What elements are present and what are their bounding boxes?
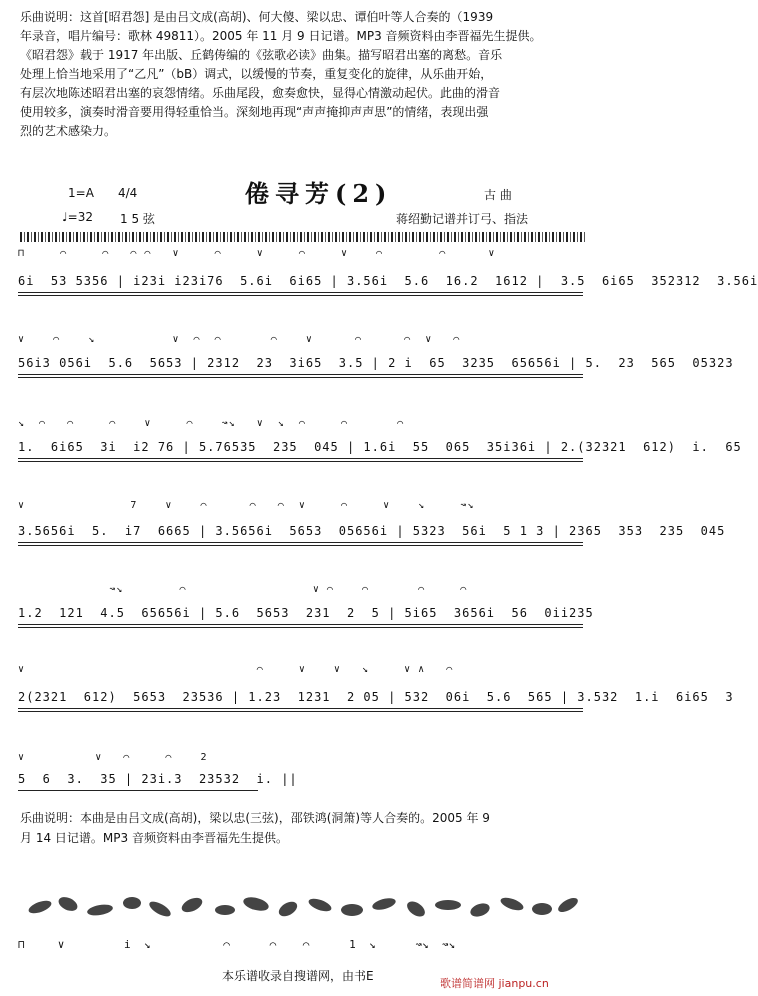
intro-line: 《昭君怨》载于 1917 年出版、丘鹤俦编的《弦歌必读》曲集。描写昭君出塞的离愁。音乐	[20, 48, 503, 62]
bowing-marks: ∨ ⌒ ∨ ∨ ↘ ∨ ∧ ⌒	[18, 664, 454, 675]
score-row-2: 56i3 056i 5.6 5653 | 2312 23 3i65 3.5 | 2 i 65 3235 65656i | 5. 23 565 05323	[18, 356, 734, 370]
score-row-6: 2(2321 612) 5653 23536 | 1.23 1231 2 05 | 532 06i 5.6 565 | 3.532 1.i 6i65 3	[18, 690, 734, 704]
intro-line: 使用较多，演奏时滑音要用得轻重恰当。深刻地再现“声声掩抑声声思”的情绪，表现出强	[20, 105, 489, 119]
genre-label: 古 曲	[484, 188, 512, 202]
footer-source-note: 本乐谱收录自搜谱网，由书E	[222, 969, 374, 983]
bowing-marks: ∨ ⌒ ↘ ∨ ⌒ ⌒ ⌒ ∨ ⌒ ⌒ ∨ ⌒	[18, 334, 461, 345]
score-title: 倦寻芳(2)	[245, 179, 393, 208]
leaf-border-decoration	[20, 890, 586, 924]
key-signature: 1=A	[68, 186, 94, 200]
bowing-marks: ⊓ ⌒ ⌒ ⌒ ⌒ ∨ ⌒ ∨ ⌒ ∨ ⌒ ⌒ ∨	[18, 248, 496, 259]
score-row-1: 6i 53 5356 | i23i i23i76 5.6i 6i65 | 3.56i 5.6 16.2 1612 | 3.5 6i65 352312 3.56i	[18, 274, 758, 288]
underline	[18, 790, 258, 792]
underline	[18, 711, 583, 713]
outro-line: 乐曲说明：本曲是由吕文成(高胡)，梁以忠(三弦)，邵铁鸿(洞箫)等人合奏的。2005 年 9	[20, 811, 490, 825]
underline	[18, 295, 583, 297]
underline	[18, 458, 583, 460]
score-row-3: 1. 6i65 3i i2 76 | 5.76535 235 045 | 1.6i 55 065 35i36i | 2.(32321 612) i. 65	[18, 440, 742, 454]
underline	[18, 292, 583, 294]
bowing-marks: ⊓ ∨ i ↘ ⌒ ⌒ ⌒ 1 ↘ ↝↘ ↝↘	[18, 938, 456, 951]
underline	[18, 624, 583, 626]
intro-line: 年录音，唱片编号：歌林 49811）。2005 年 11 月 9 日记谱。MP3 音频资料由李晋福先生提供。	[20, 29, 542, 43]
underline	[18, 374, 583, 376]
intro-description	[20, 8, 586, 141]
underline	[18, 545, 583, 547]
intro-line: 有层次地陈述昭君出塞的哀怨情绪。乐曲尾段，愈奏愈快，显得心情激动起伏。此曲的滑音	[20, 86, 501, 100]
string-tuning: 1 5 弦	[120, 212, 155, 226]
tempo-marking: ♩=32	[62, 210, 93, 224]
bowing-marks: ∨ 7 ∨ ⌒ ⌒ ⌒ ∨ ⌒ ∨ ↘ ↝↘	[18, 500, 475, 511]
time-signature: 4/4	[118, 186, 138, 200]
score-row-4: 3.5656i 5. i7 6665 | 3.5656i 5653 05656i | 5323 56i 5 1 3 | 2365 353 235 045	[18, 524, 726, 538]
intro-line: 烈的艺术感染力。	[20, 124, 117, 138]
bowing-marks: ↘ ⌒ ⌒ ⌒ ∨ ⌒ ↝↘ ∨ ↘ ⌒ ⌒ ⌒	[18, 418, 405, 429]
outro-line: 月 14 日记谱。MP3 音频资料由李晋福先生提供。	[20, 831, 288, 845]
outro-description	[20, 808, 586, 848]
transcriber-credit: 蒋绍勤记谱并订弓、指法	[396, 212, 529, 226]
bowing-marks: ∨ ∨ ⌒ ⌒ 2	[18, 752, 208, 763]
score-row-5: 1.2 121 4.5 65656i | 5.6 5653 231 2 5 | 5i65 3656i 56 0ii235	[18, 606, 594, 620]
site-watermark: 歌谱简谱网 jianpu.cn	[440, 977, 549, 990]
underline	[18, 627, 583, 629]
intro-line: 乐曲说明：这首[昭君怨] 是由吕文成(高胡)、何大傻、梁以忠、谭伯叶等人合奏的（1939	[20, 10, 494, 24]
underline	[18, 461, 583, 463]
score-row-7: 5 6 3. 35 | 23i.3 23532 i. ||	[18, 772, 298, 786]
underline	[18, 377, 583, 379]
underline	[18, 542, 583, 544]
bowing-marks: ↝↘ ⌒ ∨ ⌒ ⌒ ⌒ ⌒	[18, 584, 468, 595]
score-divider	[20, 232, 586, 242]
intro-line: 处理上恰当地采用了“乙凡”（bB）调式，以缓慢的节奏，重复变化的旋律，从乐曲开始，	[20, 67, 493, 81]
underline	[18, 708, 583, 710]
